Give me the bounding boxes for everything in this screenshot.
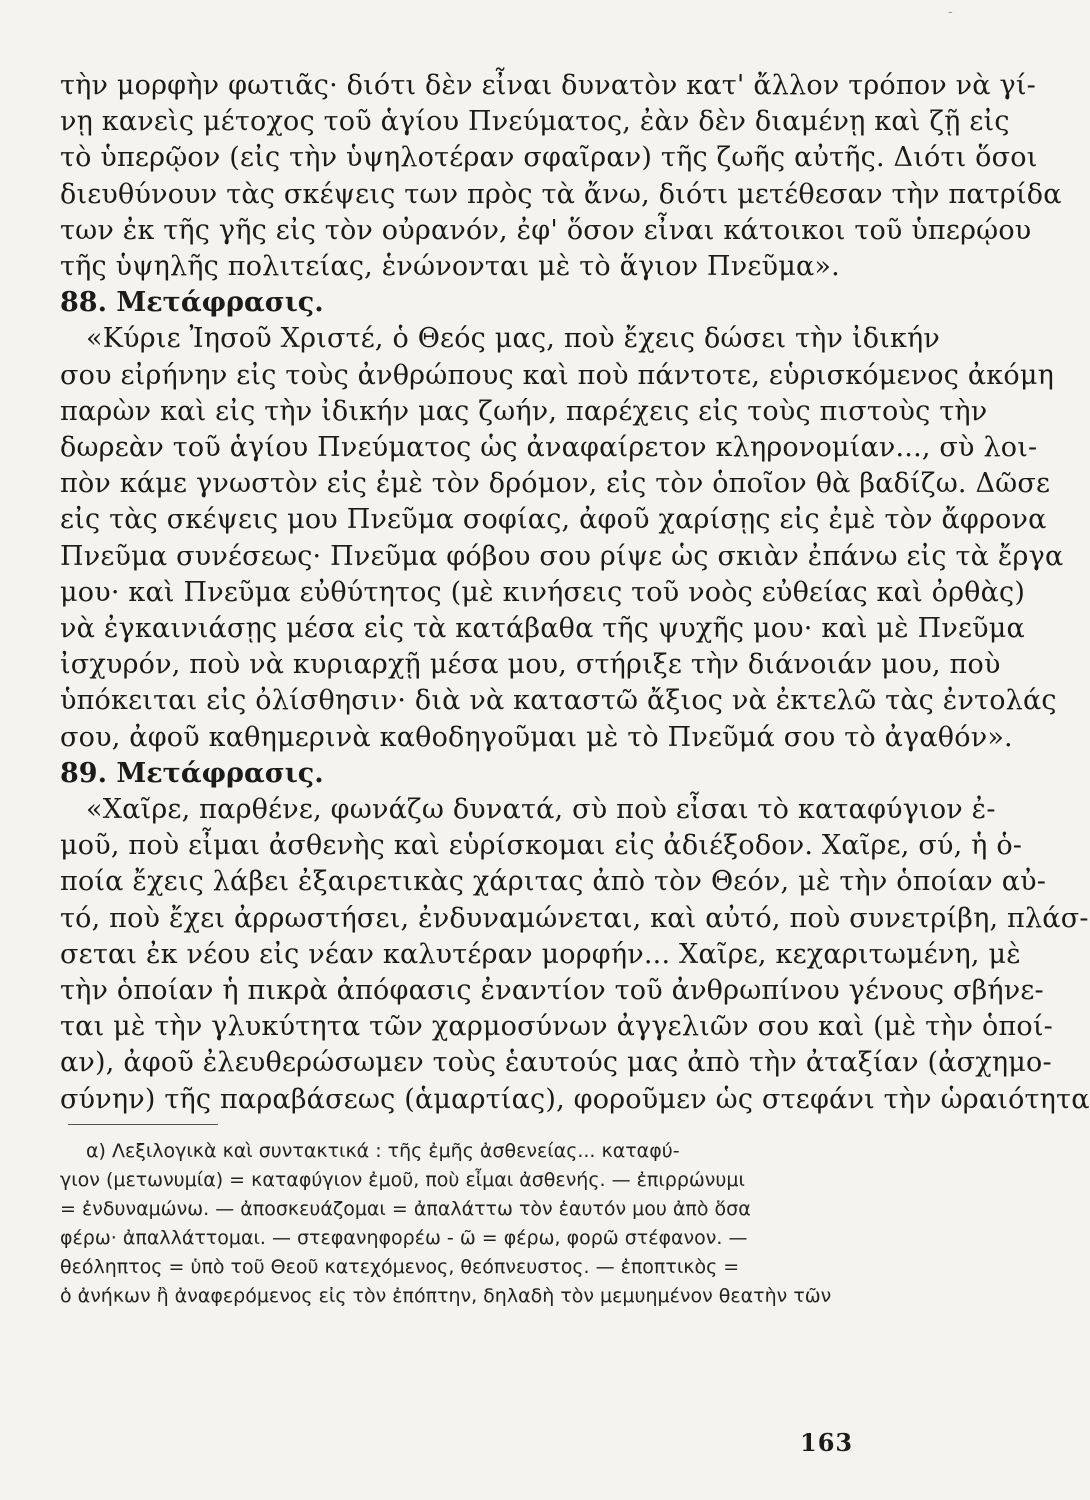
text-line: ται μὲ τὴν γλυκύτητα τῶν χαρμοσύνων ἀγγελιῶν σου καὶ (μὲ τὴν ὁποί- bbox=[60, 1011, 1053, 1043]
section-89-text bbox=[60, 792, 1090, 1118]
footnote-line: φέρω· ἀπαλλάττομαι. — στεφανηφορέω - ῶ = φέρω, φορῶ στέφανον. — bbox=[60, 1226, 748, 1249]
text-line: τὸ ὑπερῷον (εἰς τὴν ὑψηλοτέραν σφαῖραν) τῆς ζωῆς αὐτῆς. Διότι ὅσοι bbox=[60, 142, 1038, 174]
corner-mark: - bbox=[948, 4, 953, 20]
footnote-line: = ἐνδυναμώνω. — ἀποσκευάζομαι = ἀπαλάττω τὸν ἑαυτόν μου ἀπὸ ὅσα bbox=[60, 1197, 751, 1220]
text-line: σου, ἀφοῦ καθημερινὰ καθοδηγοῦμαι μὲ τὸ Πνεῦμά σου τὸ ἀγαθόν». bbox=[60, 721, 1013, 753]
text-line: πὸν κάμε γνωστὸν εἰς ἐμὲ τὸν δρόμον, εἰς τὸν ὁποῖον θὰ βαδίζω. Δῶσε bbox=[60, 468, 1051, 500]
text-line: νὰ ἐγκαινιάσῃς μέσα εἰς τὰ κατάβαθα τῆς ψυχῆς μου· καὶ μὲ Πνεῦμα bbox=[60, 613, 1025, 645]
paragraph-intro bbox=[60, 68, 1062, 285]
footnote-divider bbox=[68, 1124, 218, 1125]
text-line: των ἐκ τῆς γῆς εἰς τὸν οὐρανόν, ἐφ' ὅσον εἶναι κάτοικοι τοῦ ὑπερῴου bbox=[60, 214, 1032, 246]
text-line: «Χαῖρε, παρθένε, φωνάζω δυνατά, σὺ ποὺ εἶσαι τὸ καταφύγιον ἐ- bbox=[86, 794, 996, 826]
text-line: τὴν μορφὴν φωτιᾶς· διότι δὲν εἶναι δυνατὸν κατ' ἄλλον τρόπον νὰ γί- bbox=[60, 70, 1036, 101]
text-line: σύνην) τῆς παραβάσεως (ἁμαρτίας), φοροῦμεν ὡς στεφάνι τὴν ὡραιότητα bbox=[60, 1083, 1090, 1115]
text-line: ποία ἔχεις λάβει ἐξαιρετικὰς χάριτας ἀπὸ τὸν Θεόν, μὲ τὴν ὁποίαν αὐ- bbox=[60, 866, 1047, 898]
text-line: «Κύριε Ἰησοῦ Χριστέ, ὁ Θεός μας, ποὺ ἔχεις δώσει τὴν ἰδικήν bbox=[86, 323, 941, 355]
footnotes bbox=[60, 1137, 880, 1311]
text-line: διευθύνουν τὰς σκέψεις των πρὸς τὰ ἄνω, διότι μετέθεσαν τὴν πατρίδα bbox=[60, 178, 1062, 210]
text-line: σεται ἐκ νέου εἰς νέαν καλυτέραν μορφήν... Χαῖρε, κεχαριτωμένη, μὲ bbox=[60, 938, 1021, 970]
section-89-heading: 89. Μετάφρασις. bbox=[60, 757, 324, 789]
text-line: παρὼν καὶ εἰς τὴν ἰδικήν μας ζωήν, παρέχεις εἰς τοὺς πιστοὺς τὴν bbox=[60, 395, 988, 427]
text-line: ὑπόκειται εἰς ὀλίσθησιν· διὰ νὰ καταστῶ ἄξιος νὰ ἐκτελῶ τὰς ἐντολάς bbox=[60, 685, 1057, 717]
text-line: τῆς ὑψηλῆς πολιτείας, ἑνώνονται μὲ τὸ ἅγιον Πνεῦμα». bbox=[60, 251, 840, 283]
footnote-line: θεόληπτος = ὑπὸ τοῦ Θεοῦ κατεχόμενος, θεόπνευστος. — ἐποπτικὸς = bbox=[60, 1255, 740, 1278]
page-body bbox=[60, 68, 1090, 1311]
text-line: μοῦ, ποὺ εἶμαι ἀσθενὴς καὶ εὑρίσκομαι εἰς ἀδιέξοδον. Χαῖρε, σύ, ἡ ὁ- bbox=[60, 830, 1023, 862]
text-line: σου εἰρήνην εἰς τοὺς ἀνθρώπους καὶ ποὺ πάντοτε, εὑρισκόμενος ἀκόμη bbox=[60, 359, 1054, 391]
text-line: αν), ἀφοῦ ἐλευθερώσωμεν τοὺς ἑαυτούς μας ἀπὸ τὴν ἀταξίαν (ἀσχημο- bbox=[60, 1047, 1052, 1079]
section-88-heading: 88. Μετάφρασις. bbox=[60, 287, 324, 319]
footnote-line: α) Λεξιλογικὰ καὶ συντακτικά : τῆς ἐμῆς ἀσθενείας... καταφύ- bbox=[86, 1139, 680, 1162]
text-line: δωρεὰν τοῦ ἁγίου Πνεύματος ὡς ἀναφαίρετον κληρονομίαν..., σὺ λοι- bbox=[60, 432, 1038, 464]
page-number: 163 bbox=[800, 1428, 854, 1457]
footnote-line: γιον (μετωνυμία) = καταφύγιον ἐμοῦ, ποὺ εἶμαι ἀσθενής. — ἐπιρρώνυμι bbox=[60, 1168, 745, 1191]
text-line: τὴν ὁποίαν ἡ πικρὰ ἀπόφασις ἐναντίον τοῦ ἀνθρωπίνου γένους σβήνε- bbox=[60, 975, 1044, 1007]
text-line: εἰς τὰς σκέψεις μου Πνεῦμα σοφίας, ἀφοῦ χαρίσῃς εἰς ἐμὲ τὸν ἄφρονα bbox=[60, 504, 1047, 536]
text-line: ἰσχυρόν, ποὺ νὰ κυριαρχῇ μέσα μου, στήριξε τὴν διάνοιάν μου, ποὺ bbox=[60, 649, 1001, 681]
text-line: τό, ποὺ ἔχει ἀρρωστήσει, ἐνδυναμώνεται, καὶ αὐτό, ποὺ συνετρίβη, πλάσ- bbox=[60, 902, 1089, 934]
text-line: Πνεῦμα συνέσεως· Πνεῦμα φόβου σου ρίψε ὡς σκιὰν ἐπάνω εἰς τὰ ἔργα bbox=[60, 540, 1064, 572]
footnote-line: ὁ ἀνήκων ἢ ἀναφερόμενος εἰς τὸν ἐπόπτην, δηλαδὴ τὸν μεμυημένον θεατὴν τῶν bbox=[60, 1284, 832, 1307]
text-line: νῃ κανεὶς μέτοχος τοῦ ἁγίου Πνεύματος, ἐὰν δὲν διαμένῃ καὶ ζῇ εἰς bbox=[60, 106, 1010, 138]
text-line: μου· καὶ Πνεῦμα εὐθύτητος (μὲ κινήσεις τοῦ νοὸς εὐθείας καὶ ὀρθὰς) bbox=[60, 576, 1026, 608]
section-88-text bbox=[60, 321, 1064, 755]
